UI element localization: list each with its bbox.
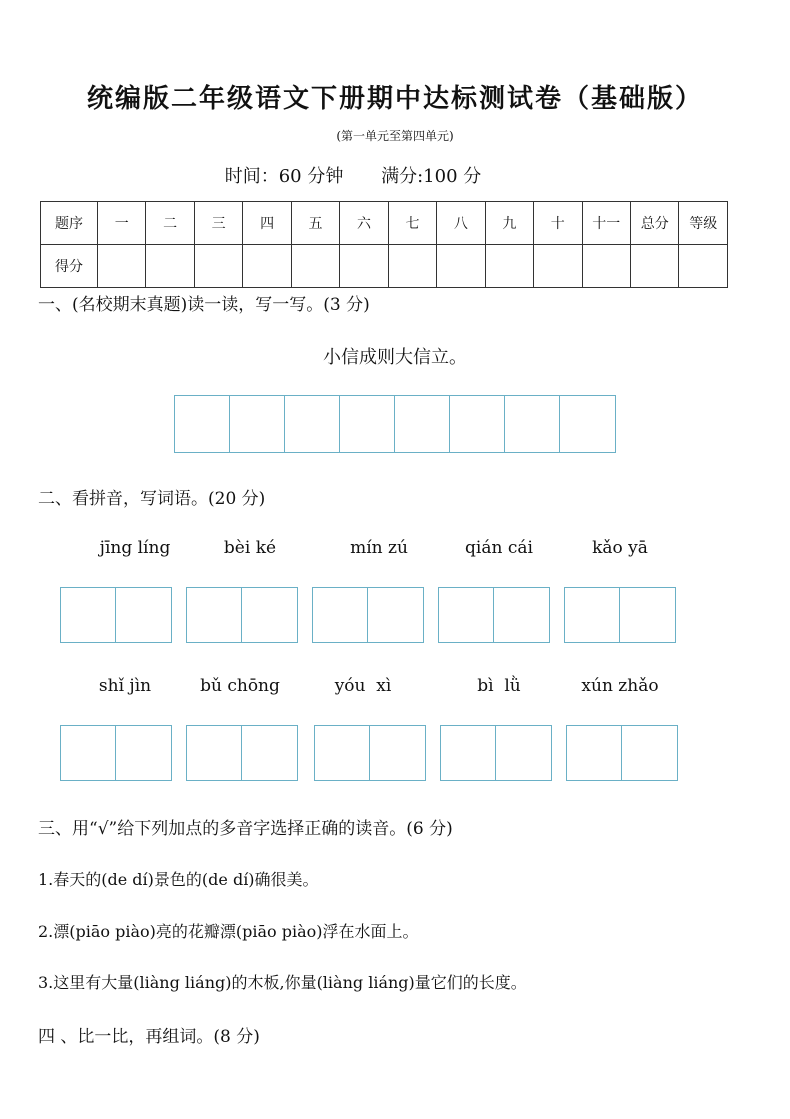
exam-info [0,162,706,188]
word-grid[interactable] [314,725,426,781]
page-title: 统编版二年级语文下册期中达标测试卷（基础版） [86,84,703,114]
section4-heading: 四 、比一比，再组词。(8 分) [38,1027,260,1047]
pinyin-label: bèi ké [223,538,277,558]
score-table-col: 二 [146,202,194,245]
word-grid[interactable] [566,725,678,781]
question-3: 3.这里有大量(liàng liáng)的木板,你量(liàng liáng)量它们的长度。 [38,973,527,992]
score-table-col: 一 [98,202,146,245]
score-cell[interactable] [437,245,485,288]
score-cell[interactable] [146,245,194,288]
writing-cell[interactable] [370,725,426,781]
pinyin-label: mín zú [350,538,408,558]
proverb-sentence: 小信成则大信立。 [323,347,467,368]
writing-cell[interactable] [620,587,676,643]
writing-cell[interactable] [438,587,494,643]
score-cell[interactable] [630,245,678,288]
word-grid[interactable] [440,725,552,781]
score-table-row-label: 得分 [41,245,98,288]
score-cell[interactable] [582,245,630,288]
score-table-header-row [41,202,728,245]
pinyin-label: bì lǜ [477,676,521,696]
word-grid[interactable] [186,725,298,781]
section3-heading: 三、用“√”给下列加点的多音字选择正确的读音。(6 分) [38,819,453,839]
pinyin-label: qián cái [465,538,533,558]
writing-cell[interactable] [566,725,622,781]
pinyin-label: jīng líng [99,538,171,558]
score-cell[interactable] [98,245,146,288]
writing-cell[interactable] [312,587,368,643]
score-cell[interactable] [679,245,728,288]
score-table-col: 五 [291,202,339,245]
writing-cell[interactable] [175,396,230,452]
writing-cell[interactable] [368,587,424,643]
word-grid[interactable] [312,587,424,643]
score-cell[interactable] [340,245,388,288]
writing-cell[interactable] [60,587,116,643]
score-table-col: 总分 [630,202,678,245]
score-cell[interactable] [485,245,533,288]
score-table-col: 六 [340,202,388,245]
score-table-col: 十 [534,202,582,245]
writing-cell[interactable] [285,396,340,452]
writing-cell[interactable] [186,587,242,643]
writing-cell[interactable] [505,396,560,452]
writing-cell[interactable] [496,725,552,781]
score-cell[interactable] [291,245,339,288]
word-grid[interactable] [186,587,298,643]
score-table-row-label: 题序 [41,202,98,245]
writing-cell[interactable] [340,396,395,452]
score-table-col: 九 [485,202,533,245]
score-table-col: 三 [194,202,242,245]
writing-cell[interactable] [622,725,678,781]
score-table-score-row [41,245,728,288]
writing-cell[interactable] [230,396,285,452]
writing-cell[interactable] [564,587,620,643]
pinyin-label: yóu xì [334,676,392,696]
score-table-col: 等级 [679,202,728,245]
full-score: 满分:100 分 [381,166,482,187]
time-limit: 时间：60 分钟 [224,166,344,187]
score-table-col: 十一 [582,202,630,245]
score-cell[interactable] [534,245,582,288]
word-grid[interactable] [438,587,550,643]
pinyin-label: bǔ chōng [200,676,280,696]
writing-cell[interactable] [242,587,298,643]
writing-cell[interactable] [314,725,370,781]
score-table-col: 七 [388,202,436,245]
question-2: 2.漂(piāo piào)亮的花瓣漂(piāo piào)浮在水面上。 [38,922,419,941]
score-table-col: 四 [243,202,291,245]
score-table-col: 八 [437,202,485,245]
writing-cell[interactable] [242,725,298,781]
score-cell[interactable] [194,245,242,288]
writing-cell[interactable] [116,587,172,643]
unit-range-subtitle: (第一单元至第四单元) [336,129,454,143]
section1-heading: 一、(名校期末真题)读一读，写一写。(3 分) [38,295,370,315]
section2-heading: 二、看拼音，写词语。(20 分) [38,489,266,509]
word-grid[interactable] [60,725,172,781]
pinyin-label: kǎo yā [592,538,648,558]
question-1: 1.春天的(de dí)景色的(de dí)确很美。 [38,870,319,889]
score-table [40,201,728,288]
score-cell[interactable] [243,245,291,288]
writing-cell[interactable] [395,396,450,452]
writing-cell[interactable] [116,725,172,781]
score-cell[interactable] [388,245,436,288]
writing-cell[interactable] [494,587,550,643]
pinyin-label: shǐ jìn [98,676,152,696]
word-grid[interactable] [564,587,676,643]
writing-cell[interactable] [60,725,116,781]
copy-writing-grid[interactable] [174,395,616,453]
writing-cell[interactable] [186,725,242,781]
pinyin-label: xún zhǎo [581,676,659,696]
writing-cell[interactable] [440,725,496,781]
word-grid[interactable] [60,587,172,643]
writing-cell[interactable] [560,396,615,452]
writing-cell[interactable] [450,396,505,452]
